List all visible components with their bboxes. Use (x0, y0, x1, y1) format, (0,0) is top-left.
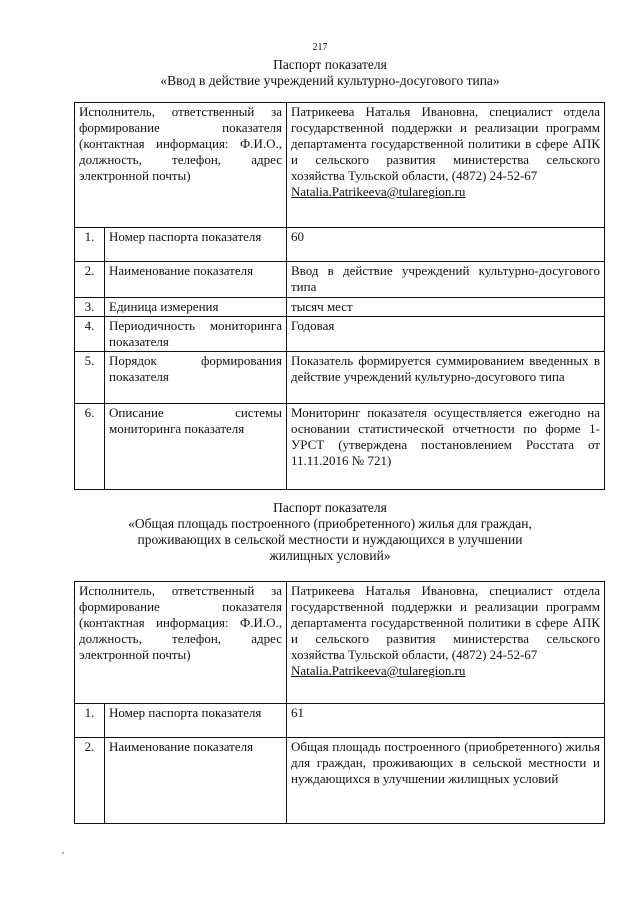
table-row (75, 352, 605, 404)
page-number: 217 (312, 42, 328, 53)
row-number: 2. (75, 262, 105, 298)
passport-subtitle-line: жилищных условий» (269, 548, 391, 563)
row-number: 4. (75, 317, 105, 352)
passport-heading: Паспорт показателя (273, 57, 387, 72)
row-label: Периодичность мониторинга показателя (105, 317, 287, 352)
table-row (75, 738, 605, 824)
table-row (75, 704, 605, 738)
passport-title-2 (60, 500, 600, 564)
table-row (75, 298, 605, 317)
executor-value: Патрикеева Наталья Ивановна, специалист отдела государственной поддержки и реализации программ департамента государственной политики в сфере АПК и сельского развития министерства сельского хозяйства Тульской области, (4872) 24-52-67 (291, 583, 600, 662)
row-label: Описание системы мониторинга показателя (105, 404, 287, 490)
table-row-executor (75, 103, 605, 228)
executor-label: Исполнитель, ответственный за формирование показателя (контактная информация: Ф.И.О., должность, телефон, адрес электронной почты) (75, 582, 287, 704)
row-label: Единица измерения (105, 298, 287, 317)
executor-cell (287, 582, 605, 704)
row-number: 3. (75, 298, 105, 317)
passport-subtitle-line: проживающих в сельской местности и нуждающихся в улучшении (137, 532, 523, 547)
row-value: 60 (287, 228, 605, 262)
executor-email: Natalia.Patrikeeva@tularegion.ru (291, 663, 466, 678)
passport-title-1 (60, 57, 600, 89)
passport-table-1 (74, 102, 605, 490)
executor-label: Исполнитель, ответственный за формирование показателя (контактная информация: Ф.И.О., должность, телефон, адрес электронной почты) (75, 103, 287, 228)
row-number: 1. (75, 704, 105, 738)
row-label: Номер паспорта показателя (105, 704, 287, 738)
row-value: Мониторинг показателя осуществляется ежегодно на основании статистической отчетности по форме 1-УРСТ (утверждена постановлением Росстата от 11.11.2016 № 721) (287, 404, 605, 490)
row-number: 1. (75, 228, 105, 262)
passport-heading: Паспорт показателя (273, 500, 387, 515)
row-value: Общая площадь построенного (приобретенного) жилья для граждан, проживающих в сельской местности и нуждающихся в улучшении жилищных условий (287, 738, 605, 824)
row-number: 5. (75, 352, 105, 404)
table-row (75, 404, 605, 490)
row-label: Наименование показателя (105, 262, 287, 298)
executor-value: Патрикеева Наталья Ивановна, специалист отдела государственной поддержки и реализации программ департамента государственной политики в сфере АПК и сельского развития министерства сельского хозяйства Тульской области, (4872) 24-52-67 (291, 104, 600, 183)
scan-speck (62, 852, 64, 854)
row-value: 61 (287, 704, 605, 738)
table-row (75, 317, 605, 352)
passport-table-2 (74, 581, 605, 824)
row-value: тысяч мест (287, 298, 605, 317)
executor-email: Natalia.Patrikeeva@tularegion.ru (291, 184, 466, 199)
row-value: Ввод в действие учреждений культурно-досугового типа (287, 262, 605, 298)
table-row (75, 228, 605, 262)
row-number: 6. (75, 404, 105, 490)
row-number: 2. (75, 738, 105, 824)
row-value: Показатель формируется суммированием введенных в действие учреждений культурно-досугового типа (287, 352, 605, 404)
executor-cell (287, 103, 605, 228)
row-label: Номер паспорта показателя (105, 228, 287, 262)
table-row-executor (75, 582, 605, 704)
row-label: Порядок формирования показателя (105, 352, 287, 404)
row-label: Наименование показателя (105, 738, 287, 824)
table-row (75, 262, 605, 298)
passport-subtitle-line: «Ввод в действие учреждений культурно-досугового типа» (160, 73, 500, 88)
passport-subtitle-line: «Общая площадь построенного (приобретенного) жилья для граждан, (128, 516, 532, 531)
row-value: Годовая (287, 317, 605, 352)
